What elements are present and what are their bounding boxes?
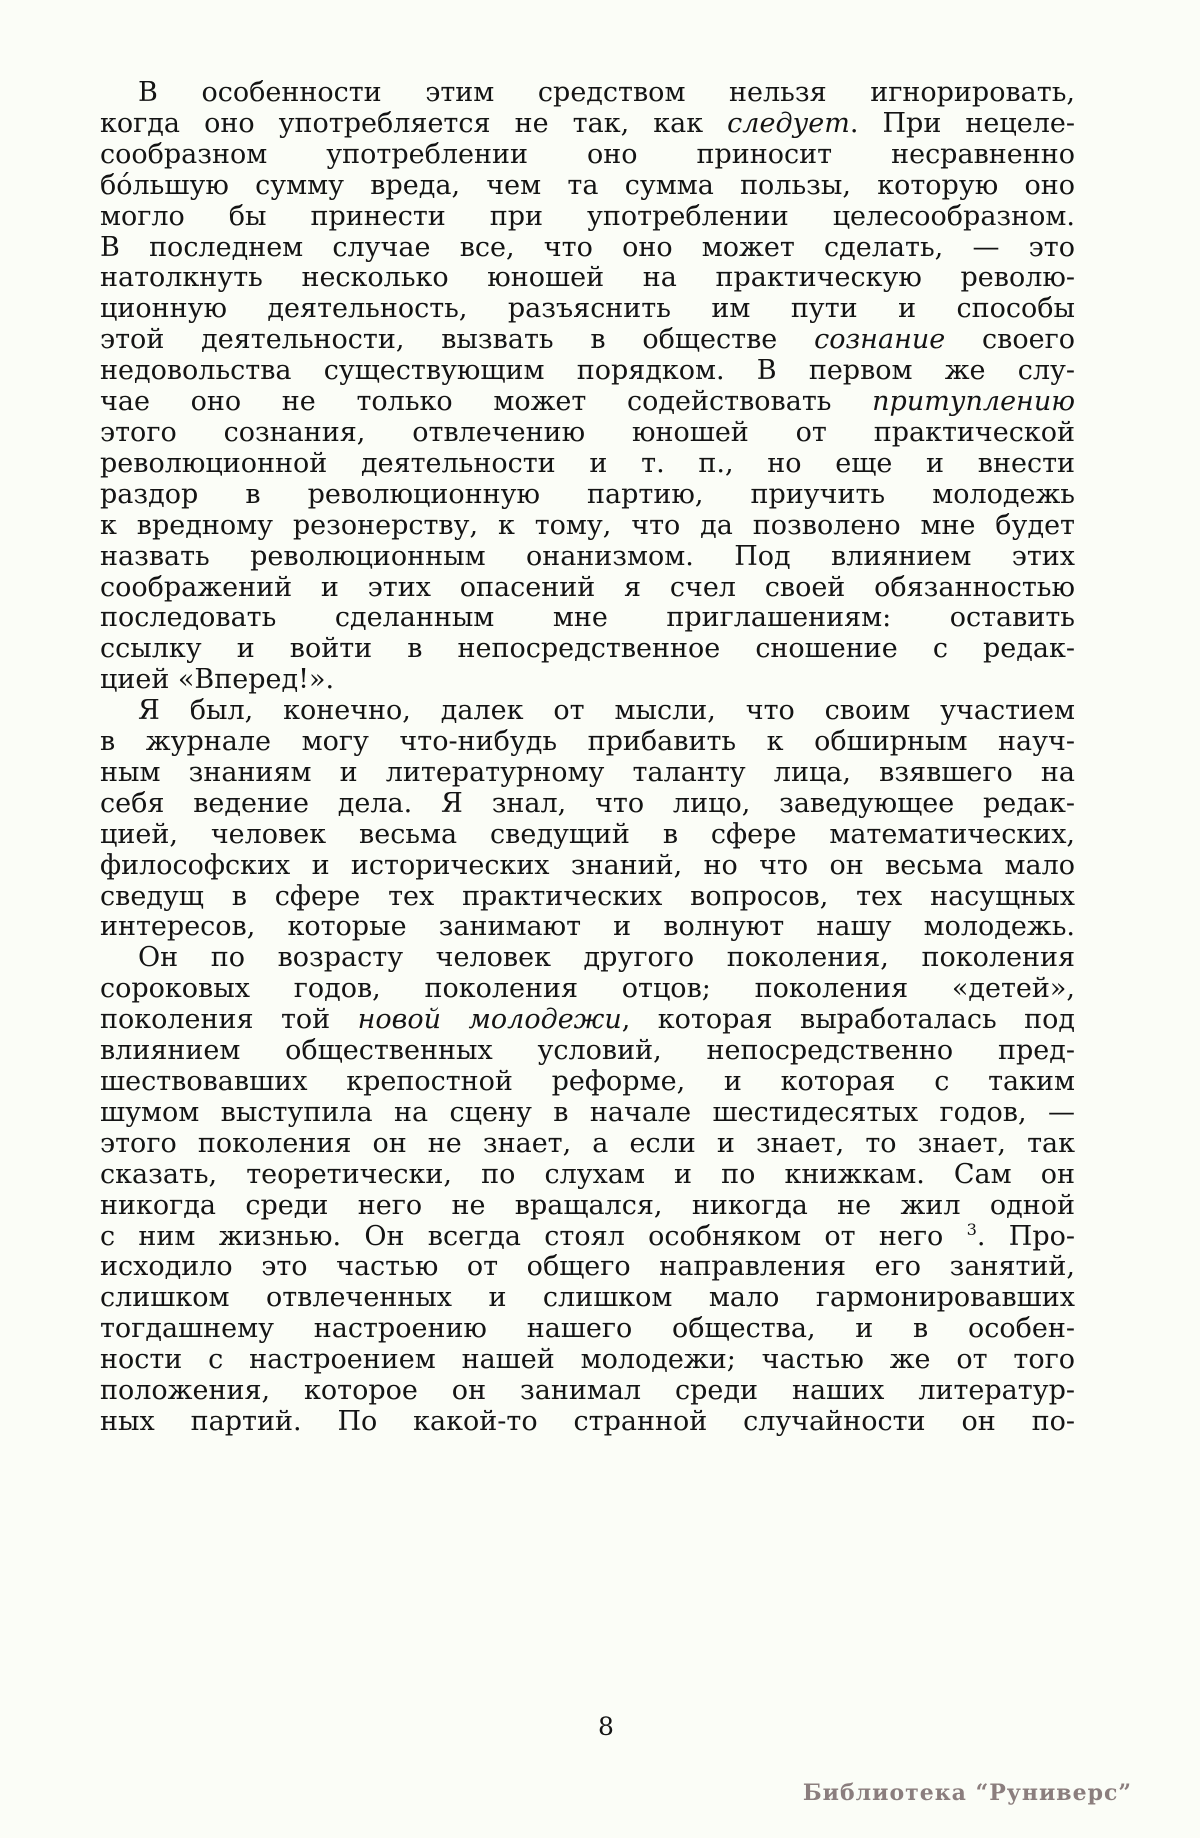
text-segment: натолкнуть несколько юношей на практическую револю- [100,262,1075,294]
text-line [100,634,1075,665]
italic-text: следует [727,107,850,139]
text-line [100,294,1075,325]
watermark: Библиотека “Руниверс” [802,1780,1132,1806]
text-line [100,109,1075,140]
text-segment: шествовавших крепостной реформе, и которая с таким [100,1066,1075,1097]
text-line [100,1345,1075,1376]
text-line [100,820,1075,851]
text-segment: сказать, теоретически, по слухам и по книжкам. Сам он [100,1158,1075,1190]
text-segment: исходило это частью от общего направления его занятий, [100,1251,1075,1283]
text-line [100,1005,1075,1036]
text-segment: шумом выступила на сцену в начале шестидесятых годов, — [100,1096,1075,1128]
text-line [100,603,1075,634]
paragraph [100,943,1075,1438]
text-line [100,1314,1075,1345]
text-line [100,1252,1075,1283]
text-line [100,480,1075,511]
text-line [100,78,1075,109]
paragraph [100,78,1075,696]
text-segment: положения, которое он занимал среди наших литератур- [100,1375,1075,1407]
text-segment: революционной деятельности и т. п., но еще и внести [100,447,1075,479]
text-segment: в журнале могу что-нибудь прибавить к обширным науч- [100,726,1075,758]
text-segment: недовольства существующим порядком. В первом же слу- [100,355,1075,387]
italic-text: новой молодежи [357,1004,622,1036]
italic-text: притуплению [872,386,1075,418]
text-line [100,1098,1075,1129]
text-segment: интересов, которые занимают и волнуют нашу молодежь. [100,911,1075,943]
text-segment: к вредному резонерству, к тому, что да позволено мне будет [100,509,1075,541]
text-segment: ности с настроением нашей молодежи; частью же от того [100,1344,1075,1376]
text-segment: Я был, конечно, далек от мысли, что своим участием [138,695,1075,727]
text-segment: Он по возрасту человек другого поколения, поколения [138,942,1075,974]
text-line [100,202,1075,233]
text-line [100,758,1075,789]
text-line [100,727,1075,758]
text-segment: своего [945,324,1075,356]
text-segment: поколения той [100,1004,358,1036]
text-segment: ным знаниям и литературному таланту лица, взявшего на [100,756,1075,788]
text-segment: этого поколения он не знает, а если и знает, то знает, так [100,1127,1075,1159]
text-line [100,912,1075,943]
text-segment: влиянием общественных условий, непосредственно пред- [100,1035,1075,1067]
text-line [100,943,1075,974]
text-segment: цией «Вперед!». [100,664,335,696]
text-line [100,418,1075,449]
text-line [100,233,1075,264]
text-segment: сведущ в сфере тех практических вопросов, тех насущных [100,880,1075,912]
text-segment: цией, человек весьма сведущий в сфере математических, [100,818,1075,850]
text-line [100,511,1075,542]
text-segment: никогда среди него не вращался, никогда не жил одной [100,1189,1075,1221]
text-segment: этого сознания, отвлечению юношей от практической [100,416,1075,448]
text-line [100,1191,1075,1222]
text-segment: В последнем случае все, что оно может сделать, — это [100,231,1075,263]
text-line [100,789,1075,820]
text-segment: ционную деятельность, разъяснить им пути и способы [100,293,1075,325]
text-segment: слишком отвлеченных и слишком мало гармонировавших [100,1282,1075,1314]
text-segment: соображений и этих опасений я счел своей обязанностью [100,571,1075,603]
text-line [100,1219,1075,1253]
text-segment: могло бы принести при употреблении целесообразном. [100,200,1075,232]
text-segment: последовать сделанным мне приглашениям: оставить [100,602,1075,634]
italic-text: сознание [814,324,946,356]
text-line [100,974,1075,1005]
text-segment: . При нецеле- [849,107,1075,139]
text-line [100,356,1075,387]
text-line [100,171,1075,202]
text-line [100,1036,1075,1067]
text-segment: . Про- [976,1220,1075,1252]
text-segment: тогдашнему настроению нашего общества, и в особен- [100,1313,1075,1345]
footnote-reference: 3 [966,1219,977,1239]
text-line [100,325,1075,356]
text-segment: сообразном употреблении оно приносит несравненно [100,138,1075,170]
text-line [100,387,1075,418]
text-segment: , которая выработалась под [621,1004,1076,1036]
text-line [100,1160,1075,1191]
text-line [100,665,1075,696]
page-number: 8 [598,1712,614,1741]
page-text [100,78,1075,1438]
text-line [100,1376,1075,1407]
text-segment: ссылку и войти в непосредственное сношение с редак- [100,633,1075,665]
text-segment: раздор в революционную партию, приучить молодежь [100,478,1075,510]
text-line [100,882,1075,913]
text-segment: сороковых годов, поколения отцов; поколения «детей», [100,973,1075,1005]
text-line [100,1067,1075,1098]
text-segment: ных партий. По какой-то странной случайности он по- [100,1405,1075,1437]
text-segment: назвать революционным онанизмом. Под влиянием этих [100,540,1075,572]
text-line [100,1407,1075,1438]
text-line [100,573,1075,604]
text-line [100,263,1075,294]
text-line [100,542,1075,573]
text-segment: себя ведение дела. Я знал, что лицо, заведующее редак- [100,787,1075,819]
text-line [100,1283,1075,1314]
text-segment: с ним жизнью. Он всегда стоял особняком от него [100,1220,967,1252]
text-line [100,1129,1075,1160]
text-segment: когда оно употребляется не так, как [100,107,728,139]
text-line [100,140,1075,171]
text-segment: этой деятельности, вызвать в обществе [100,324,815,356]
paragraph [100,696,1075,943]
text-line [100,851,1075,882]
text-segment: В особенности этим средством нельзя игнорировать, [138,77,1075,108]
text-line [100,449,1075,480]
text-line [100,696,1075,727]
text-segment: философских и исторических знаний, но что он весьма мало [100,849,1075,881]
text-segment: чае оно не только может содействовать [100,386,873,418]
text-segment: бо́льшую сумму вреда, чем та сумма пользы, которую оно [100,169,1075,201]
